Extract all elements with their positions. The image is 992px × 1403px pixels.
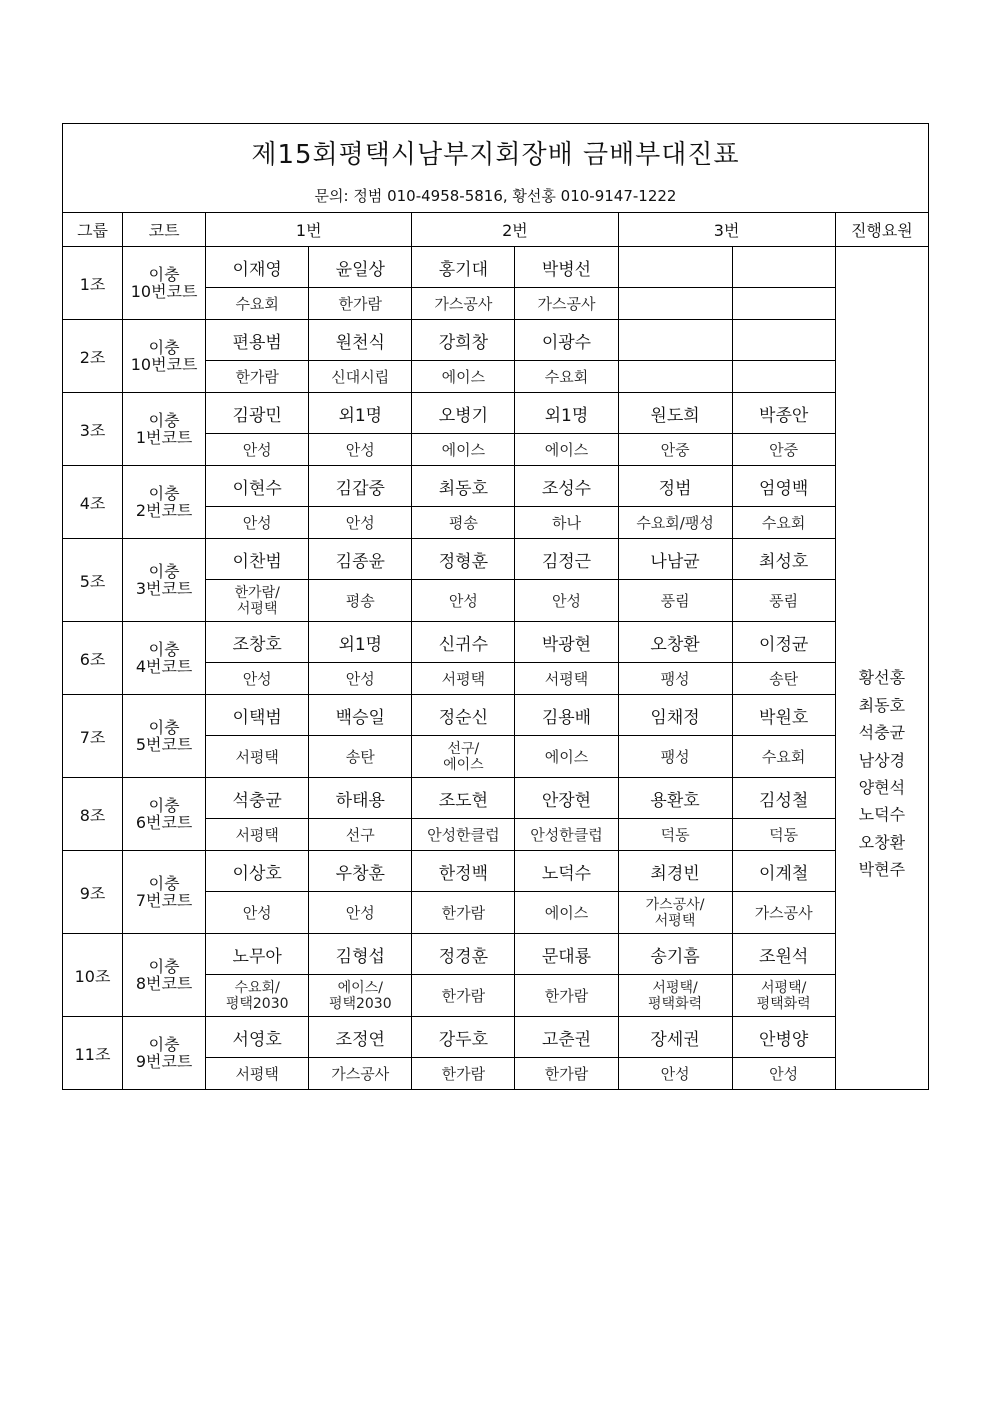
court-venue: 이충	[148, 484, 180, 503]
player-club: 안성	[515, 580, 618, 622]
court-number: 6번코트	[135, 813, 193, 832]
player-club: 수요회	[515, 361, 618, 393]
player-name: 외1명	[515, 393, 618, 434]
player-club: 팽성	[618, 736, 732, 778]
player-name: 김정근	[515, 539, 618, 580]
court-venue: 이충	[148, 265, 180, 284]
player-name: 노덕수	[515, 851, 618, 892]
player-name: 조도현	[412, 778, 515, 819]
player-club: 에이스	[515, 736, 618, 778]
court-label	[123, 320, 206, 393]
player-name: 박원호	[732, 695, 835, 736]
court-label	[123, 934, 206, 1017]
player-name: 백승일	[309, 695, 412, 736]
player-club: 풍림	[618, 580, 732, 622]
player-name: 김성철	[732, 778, 835, 819]
player-name: 윤일상	[309, 247, 412, 288]
player-club: 신대시립	[309, 361, 412, 393]
court-venue: 이충	[148, 957, 180, 976]
group-label: 10조	[63, 934, 123, 1017]
group-name-row	[63, 247, 929, 288]
staff-member: 오창환	[858, 832, 906, 852]
player-name: 이찬범	[206, 539, 309, 580]
player-name: 조정연	[309, 1017, 412, 1058]
player-club: 안성	[309, 663, 412, 695]
player-club: 덕동	[618, 819, 732, 851]
player-name: 조원석	[732, 934, 835, 975]
player-name: 원도희	[618, 393, 732, 434]
player-name: 정경훈	[412, 934, 515, 975]
court-number: 5번코트	[135, 735, 193, 754]
player-club: 에이스	[412, 361, 515, 393]
player-name: 오병기	[412, 393, 515, 434]
group-label: 6조	[63, 622, 123, 695]
group-name-row	[63, 851, 929, 892]
player-name: 최경빈	[618, 851, 732, 892]
player-club: 수요회	[732, 507, 835, 539]
court-number: 3번코트	[135, 579, 193, 598]
court-label	[123, 851, 206, 934]
group-name-row	[63, 393, 929, 434]
player-club: 서평택	[206, 1058, 309, 1090]
player-name: 나남균	[618, 539, 732, 580]
court-venue: 이충	[148, 796, 180, 815]
player-name: 서영호	[206, 1017, 309, 1058]
player-name: 안병양	[732, 1017, 835, 1058]
court-number: 4번코트	[135, 657, 193, 676]
header-group: 그룹	[63, 213, 123, 247]
header-court: 코트	[123, 213, 206, 247]
court-number: 2번코트	[135, 501, 193, 520]
player-club: 가스공사	[412, 288, 515, 320]
player-club: 가스공사	[309, 1058, 412, 1090]
staff-member: 최동호	[858, 695, 906, 715]
player-club	[206, 975, 309, 1017]
player-club: 서평택	[515, 663, 618, 695]
court-venue: 이충	[148, 411, 180, 430]
player-club: 서평택	[206, 819, 309, 851]
player-club: 수요회	[206, 288, 309, 320]
header-slot-3: 3번	[618, 213, 835, 247]
player-club: 하나	[515, 507, 618, 539]
player-club: 평송	[309, 580, 412, 622]
group-name-row	[63, 466, 929, 507]
staff-member: 양현석	[858, 778, 906, 797]
player-name: 이상호	[206, 851, 309, 892]
player-club: 안중	[732, 434, 835, 466]
group-label: 5조	[63, 539, 123, 622]
court-label	[123, 466, 206, 539]
player-club	[309, 975, 412, 1017]
player-name: 이재영	[206, 247, 309, 288]
group-name-row	[63, 622, 929, 663]
player-name: 정순신	[412, 695, 515, 736]
staff-member: 박현주	[858, 860, 906, 880]
court-number: 10번코트	[130, 282, 198, 301]
staff-cell	[835, 247, 928, 1090]
player-name: 외1명	[309, 622, 412, 663]
player-club: 한가람	[412, 1058, 515, 1090]
player-name: 석충균	[206, 778, 309, 819]
group-name-row	[63, 695, 929, 736]
player-name: 우창훈	[309, 851, 412, 892]
player-name: 장세권	[618, 1017, 732, 1058]
player-name: 조성수	[515, 466, 618, 507]
player-club	[618, 975, 732, 1017]
player-name: 원천식	[309, 320, 412, 361]
player-club-text: 서평택/ 평택화력	[756, 979, 811, 1012]
player-club: 송탄	[309, 736, 412, 778]
player-club	[618, 361, 732, 393]
court-number: 1번코트	[135, 428, 193, 447]
player-name: 김종윤	[309, 539, 412, 580]
player-name: 김형섭	[309, 934, 412, 975]
player-name: 용환호	[618, 778, 732, 819]
court-label	[123, 393, 206, 466]
player-club: 한가람	[412, 975, 515, 1017]
player-name: 정형훈	[412, 539, 515, 580]
player-name: 오창환	[618, 622, 732, 663]
player-club-text: 서평택/ 평택화력	[648, 979, 703, 1012]
court-label	[123, 778, 206, 851]
player-name: 노무아	[206, 934, 309, 975]
player-club: 안중	[618, 434, 732, 466]
player-club	[732, 975, 835, 1017]
player-club: 송탄	[732, 663, 835, 695]
staff-member: 노덕수	[858, 805, 906, 825]
group-name-row	[63, 778, 929, 819]
player-name: 강두호	[412, 1017, 515, 1058]
header-staff: 진행요원	[835, 213, 928, 247]
player-name: 편용범	[206, 320, 309, 361]
bracket-table	[62, 123, 929, 1090]
group-label: 1조	[63, 247, 123, 320]
player-club: 안성	[732, 1058, 835, 1090]
player-name	[732, 247, 835, 288]
group-label: 11조	[63, 1017, 123, 1090]
court-venue: 이충	[148, 562, 180, 581]
player-club: 서평택	[412, 663, 515, 695]
group-label: 4조	[63, 466, 123, 539]
page-title: 제15회평택시남부지회장배 금배부대진표	[251, 140, 740, 170]
player-club-text: 수요회/ 평택2030	[225, 979, 289, 1012]
player-name	[618, 247, 732, 288]
player-club	[618, 288, 732, 320]
group-name-row	[63, 320, 929, 361]
group-name-row	[63, 1017, 929, 1058]
player-club: 평송	[412, 507, 515, 539]
player-club: 안성	[206, 434, 309, 466]
player-club: 안성한클럽	[412, 819, 515, 851]
player-club-text: 선구/ 에이스	[443, 740, 484, 773]
player-club-text: 한가람/ 서평택	[234, 584, 280, 617]
player-club: 에이스	[515, 434, 618, 466]
player-club: 한가람	[515, 975, 618, 1017]
group-label: 7조	[63, 695, 123, 778]
player-name: 조창호	[206, 622, 309, 663]
player-club: 안성	[309, 434, 412, 466]
player-name: 이계철	[732, 851, 835, 892]
player-name: 이택범	[206, 695, 309, 736]
player-name: 김용배	[515, 695, 618, 736]
group-name-row	[63, 539, 929, 580]
group-label: 8조	[63, 778, 123, 851]
header-slot-1: 1번	[206, 213, 412, 247]
player-club: 가스공사	[515, 288, 618, 320]
player-name: 박종안	[732, 393, 835, 434]
player-club	[618, 892, 732, 934]
player-club: 선구	[309, 819, 412, 851]
player-club-text: 에이스/ 평택2030	[328, 979, 392, 1012]
player-club	[206, 580, 309, 622]
player-name: 이광수	[515, 320, 618, 361]
player-name: 문대룡	[515, 934, 618, 975]
staff-list	[836, 664, 928, 883]
player-name	[618, 320, 732, 361]
player-club	[412, 736, 515, 778]
court-number: 10번코트	[130, 355, 198, 374]
staff-member: 석충균	[858, 723, 906, 743]
player-name: 강희창	[412, 320, 515, 361]
player-club	[732, 361, 835, 393]
player-club: 안성	[618, 1058, 732, 1090]
contact-info: 문의: 정범 010-4958-5816, 황선홍 010-9147-1222	[314, 187, 677, 205]
header-row	[63, 213, 929, 247]
player-club: 수요회/팽성	[618, 507, 732, 539]
staff-member: 황선홍	[858, 668, 906, 688]
court-venue: 이충	[148, 874, 180, 893]
court-number: 9번코트	[135, 1052, 193, 1071]
court-venue: 이충	[148, 338, 180, 357]
group-label: 3조	[63, 393, 123, 466]
player-club: 서평택	[206, 736, 309, 778]
title-block	[63, 124, 929, 213]
player-club: 안성	[309, 507, 412, 539]
player-club: 한가람	[412, 892, 515, 934]
court-venue: 이충	[148, 640, 180, 659]
player-name	[732, 320, 835, 361]
player-club: 한가람	[309, 288, 412, 320]
player-club: 에이스	[412, 434, 515, 466]
player-club: 수요회	[732, 736, 835, 778]
player-name: 안장현	[515, 778, 618, 819]
player-name: 박광현	[515, 622, 618, 663]
player-name: 하태용	[309, 778, 412, 819]
player-name: 신귀수	[412, 622, 515, 663]
group-label: 9조	[63, 851, 123, 934]
player-name: 홍기대	[412, 247, 515, 288]
player-club: 안성	[206, 507, 309, 539]
group-label: 2조	[63, 320, 123, 393]
player-name: 임채정	[618, 695, 732, 736]
player-club: 풍림	[732, 580, 835, 622]
court-venue: 이충	[148, 718, 180, 737]
header-slot-2: 2번	[412, 213, 618, 247]
court-label	[123, 539, 206, 622]
player-club	[732, 288, 835, 320]
player-name: 고춘권	[515, 1017, 618, 1058]
player-name: 최성호	[732, 539, 835, 580]
court-venue: 이충	[148, 1035, 180, 1054]
court-label	[123, 1017, 206, 1090]
court-label	[123, 695, 206, 778]
player-name: 정범	[618, 466, 732, 507]
player-club: 에이스	[515, 892, 618, 934]
court-label	[123, 247, 206, 320]
player-name: 최동호	[412, 466, 515, 507]
player-club: 가스공사	[732, 892, 835, 934]
player-club: 팽성	[618, 663, 732, 695]
player-name: 송기흠	[618, 934, 732, 975]
player-name: 이정균	[732, 622, 835, 663]
player-club-text: 가스공사/ 서평택	[645, 896, 705, 929]
player-name: 엄영백	[732, 466, 835, 507]
player-name: 박병선	[515, 247, 618, 288]
player-name: 김갑중	[309, 466, 412, 507]
player-club: 덕동	[732, 819, 835, 851]
player-club: 안성	[309, 892, 412, 934]
player-club: 안성	[412, 580, 515, 622]
player-club: 한가람	[206, 361, 309, 393]
player-club: 한가람	[515, 1058, 618, 1090]
player-club: 안성	[206, 892, 309, 934]
player-club: 안성한클럽	[515, 819, 618, 851]
group-name-row	[63, 934, 929, 975]
court-number: 8번코트	[135, 974, 193, 993]
player-name: 외1명	[309, 393, 412, 434]
court-label	[123, 622, 206, 695]
court-number: 7번코트	[135, 891, 193, 910]
player-name: 이현수	[206, 466, 309, 507]
player-name: 한정백	[412, 851, 515, 892]
player-club: 안성	[206, 663, 309, 695]
staff-member: 남상경	[858, 750, 906, 770]
player-name: 김광민	[206, 393, 309, 434]
